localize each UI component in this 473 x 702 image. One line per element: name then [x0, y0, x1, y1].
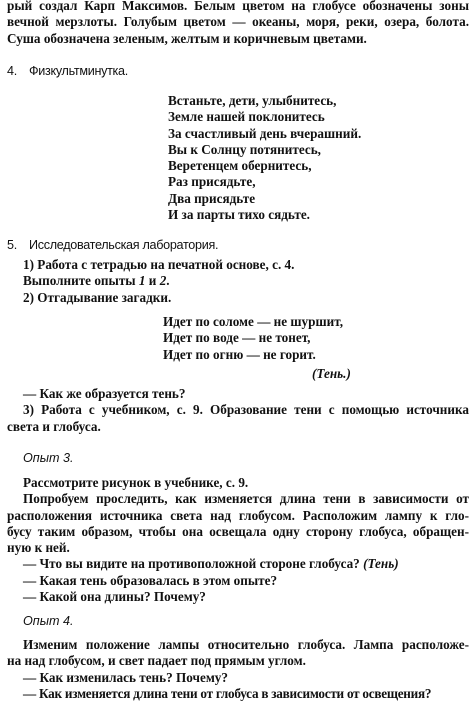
section-4-heading: [7, 63, 128, 79]
poem-line: Раз присядьте,: [168, 174, 256, 190]
section-title: Физкультминутка.: [29, 64, 128, 78]
question-line: — Как изменяется длина тени от глобуса в зависимости от освещения?: [23, 685, 432, 701]
text-line: расположения источника света над глобусом. Расположим лампу к гло-: [7, 507, 469, 523]
text-line: ную к ней.: [7, 540, 70, 556]
question-line: — Как изменилась тень? Почему?: [23, 669, 228, 685]
question-line: — Какая тень образовалась в этом опыте?: [23, 572, 278, 588]
poem-line: За счастливый день вчерашний.: [168, 125, 362, 141]
intro-line: рый создал Карп Максимов. Белым цветом на глобусе обозначены зоны: [7, 0, 469, 13]
lab-items: [7, 257, 469, 306]
intro-paragraph: [7, 0, 469, 47]
riddle-line: Идет по воде — не тонет,: [163, 330, 311, 346]
riddle: [7, 314, 473, 363]
lab-item-1-task: Выполните опыты 1 и 2.: [23, 273, 170, 289]
experiment-number: 2: [159, 273, 167, 289]
experiment-4-title: Опыт 4.: [23, 614, 74, 628]
poem-line: Веретенцем обернитесь,: [168, 158, 312, 174]
lab-item-3: света и глобуса.: [7, 418, 101, 434]
lab-item-3: 3) Работа с учебником, с. 9. Образование тени с помощью источника: [23, 402, 469, 418]
riddle-answer: (Тень.): [312, 366, 351, 381]
text-line: Попробуем проследить, как изменяется длина тени в зависимости от: [23, 491, 469, 507]
lab-item-2: 2) Отгадывание загадки.: [23, 289, 172, 305]
lab-question-block: [7, 386, 469, 435]
experiment-3-text: [7, 475, 469, 605]
answer-note: (Тень): [363, 556, 399, 572]
question-line: — Какой она длины? Почему?: [23, 589, 206, 605]
section-number: 4.: [7, 64, 17, 78]
section-5-heading: [7, 237, 218, 253]
lab-question: — Как же образуется тень?: [23, 386, 186, 401]
text-line: Рассмотрите рисунок в учебнике, с. 9.: [23, 475, 249, 490]
lab-item-1: 1) Работа с тетрадью на печатной основе, с. 4.: [23, 257, 295, 272]
section-number: 5.: [7, 238, 17, 252]
section-title: Исследовательская лаборатория.: [29, 238, 219, 252]
question-line: — Что вы видите на противоположной стороне глобуса? (Тень): [23, 556, 399, 572]
intro-line: Суша обозначена зеленым, желтым и коричневым цветами.: [7, 30, 367, 46]
text-line: бусу таким образом, чтобы она освещала одну сторону глобуса, обращен-: [7, 523, 469, 539]
poem-line: И за парты тихо сядьте.: [168, 207, 310, 223]
poem: [7, 93, 361, 223]
riddle-line: Идет по огню — не горит.: [163, 346, 316, 362]
experiment-number: 1: [138, 273, 146, 289]
poem-line: Вы к Солнцу потянитесь,: [168, 141, 321, 157]
riddle-line: Идет по соломе — не шуршит,: [163, 314, 344, 329]
poem-line: Два присядьте: [168, 190, 256, 206]
intro-line: вечной мерзлоты. Голубым цветом — океаны, моря, реки, озера, болота.: [7, 14, 469, 30]
text-line: Изменим положение лампы относительно глобуса. Лампа расположе-: [23, 637, 469, 652]
poem-line: Встаньте, дети, улыбнитесь,: [168, 93, 337, 108]
experiment-3-title: Опыт 3.: [23, 451, 74, 465]
experiment-4-text: [7, 637, 469, 702]
text-line: на над глобусом, и свет падает под прямым углом.: [7, 653, 306, 669]
poem-line: Земле нашей поклонитесь: [168, 109, 325, 125]
